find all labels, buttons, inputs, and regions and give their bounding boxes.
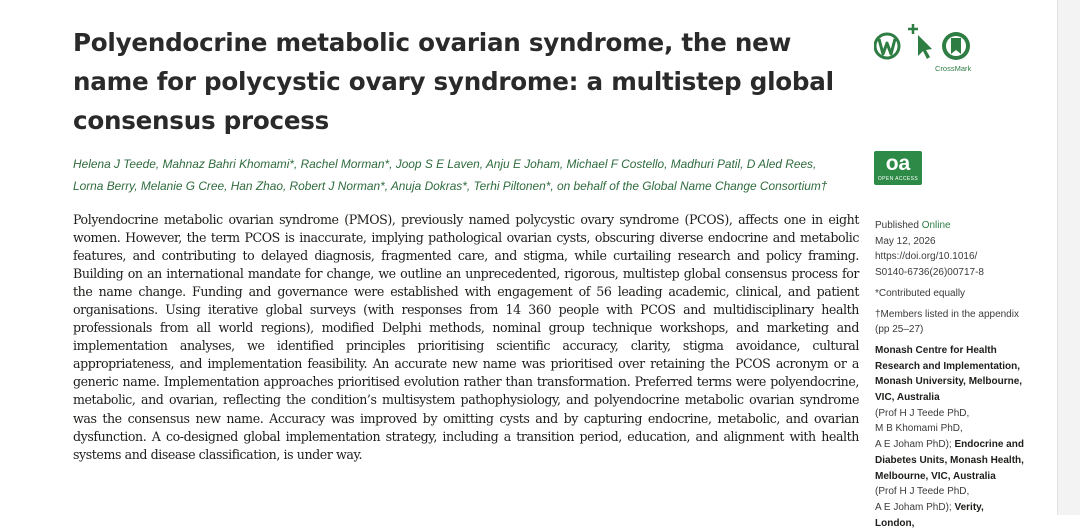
open-access-badge xyxy=(874,151,922,185)
members-note-2: (pp 25–27) xyxy=(875,324,924,336)
contributed-note: *Contributed equally xyxy=(875,287,966,299)
published-online: Online xyxy=(921,220,951,231)
affiliation-people-line xyxy=(875,437,1025,453)
doi-link-1[interactable]: https://doi.org/10.1016/ xyxy=(875,251,978,263)
affiliation-line: Verity, London, xyxy=(875,501,984,529)
affiliation-line: Endocrine and xyxy=(954,439,1024,451)
crossmark-label: CrossMark xyxy=(935,64,972,73)
affiliation-line: Diabetes Units, Monash Health, xyxy=(875,454,1024,466)
article-title: Polyendocrine metabolic ovarian syndrome, the new name for polycystic ovary syndrome: a multistep global consensus process xyxy=(73,28,834,135)
cursor-arrow-icon[interactable] xyxy=(918,35,932,59)
plus-sparkle-icon xyxy=(908,24,918,34)
sidebar-notes xyxy=(875,218,1025,531)
members-note-1: †Members listed in the appendix xyxy=(875,308,1019,320)
affiliation-line: Monash Centre for Health xyxy=(875,344,997,356)
abstract-text: Polyendocrine metabolic ovarian syndrome (PMOS), previously named polycystic ovary syndrome (PCOS), affects one in eight women. However, the term PCOS is inaccurate, implying pathological ovarian cysts, obscuring diverse endocrine and metabolic features, and contributing to delayed diagnosis, fragmented care, and stigma, while curtailing research and policy framing. Building on an international mandate for change, we outline an unprecedented, rigorous, multistep global consensus process for the name change. Funding and governance were established with engagement of 56 leading academic, clinical, and patient organisations. Using iterative global surveys (with responses from 14 360 people with PCOS and multidisciplinary health professionals from all world regions), modified Delphi methods, nominal group technique workshops, and marketing and implementation analyses, we identified principles prioritising scientific accuracy, clarity, stigma avoidance, cultural appropriateness, and implementation feasibility. An accurate new name was prioritised over retaining the PCOS acronym or a generic name. Implementation approaches prioritised evolution rather than transformation. Preferred terms were polyendocrine, metabolic, and ovarian, reflecting the condition’s multisystem pathophysiology, and polyendocrine metabolic ovarian syndrome was the consensus new name. Accuracy was improved by omitting cysts and by capturing endocrine, metabolic, and ovarian dysfunction. A co-designed global implementation strategy, including a transition period, education, and alignment with health systems and disease classification, is under way. xyxy=(73,212,859,462)
affiliation-line: Monash University, Melbourne, xyxy=(875,376,1023,388)
affiliation-line: Research and Implementation, xyxy=(875,360,1021,372)
page-edge xyxy=(1057,0,1080,515)
affiliation-people: (Prof H J Teede PhD, xyxy=(875,407,970,419)
published-line xyxy=(875,218,1025,234)
published-prefix: Published xyxy=(875,220,919,231)
wiley-w-icon xyxy=(875,34,899,58)
affiliation-line: Melbourne, VIC, Australia xyxy=(875,470,996,482)
doi-link-2[interactable]: S0140-6736(26)00717-8 xyxy=(875,267,984,279)
affiliation-people: M B Khomami PhD, xyxy=(875,423,963,435)
affiliation-people: A E Joham PhD); xyxy=(875,501,952,513)
affiliation-people: (Prof H J Teede PhD, xyxy=(875,486,970,498)
crossmark-icon[interactable] xyxy=(942,32,970,60)
affiliation-line: VIC, Australia xyxy=(875,392,940,404)
oa-subtext: OPEN ACCESS xyxy=(877,176,919,182)
oa-mark: oa xyxy=(885,152,911,175)
author-list: Helena J Teede, Mahnaz Bahri Khomami*, Rachel Morman*, Joop S E Laven, Anju E Joham, Michael F Costello, Madhuri Patil, D Aled Rees, Lorna Berry, Melanie G Cree, Han Zhao, Robert J Norman*, Anuja Dokras*, Terhi Piltonen*, on behalf of the Global Name Change Consortium† xyxy=(73,157,828,193)
affiliation-people-line xyxy=(875,500,1025,531)
affiliation-people: A E Joham PhD); xyxy=(875,439,952,451)
publish-date: May 12, 2026 xyxy=(875,235,936,247)
